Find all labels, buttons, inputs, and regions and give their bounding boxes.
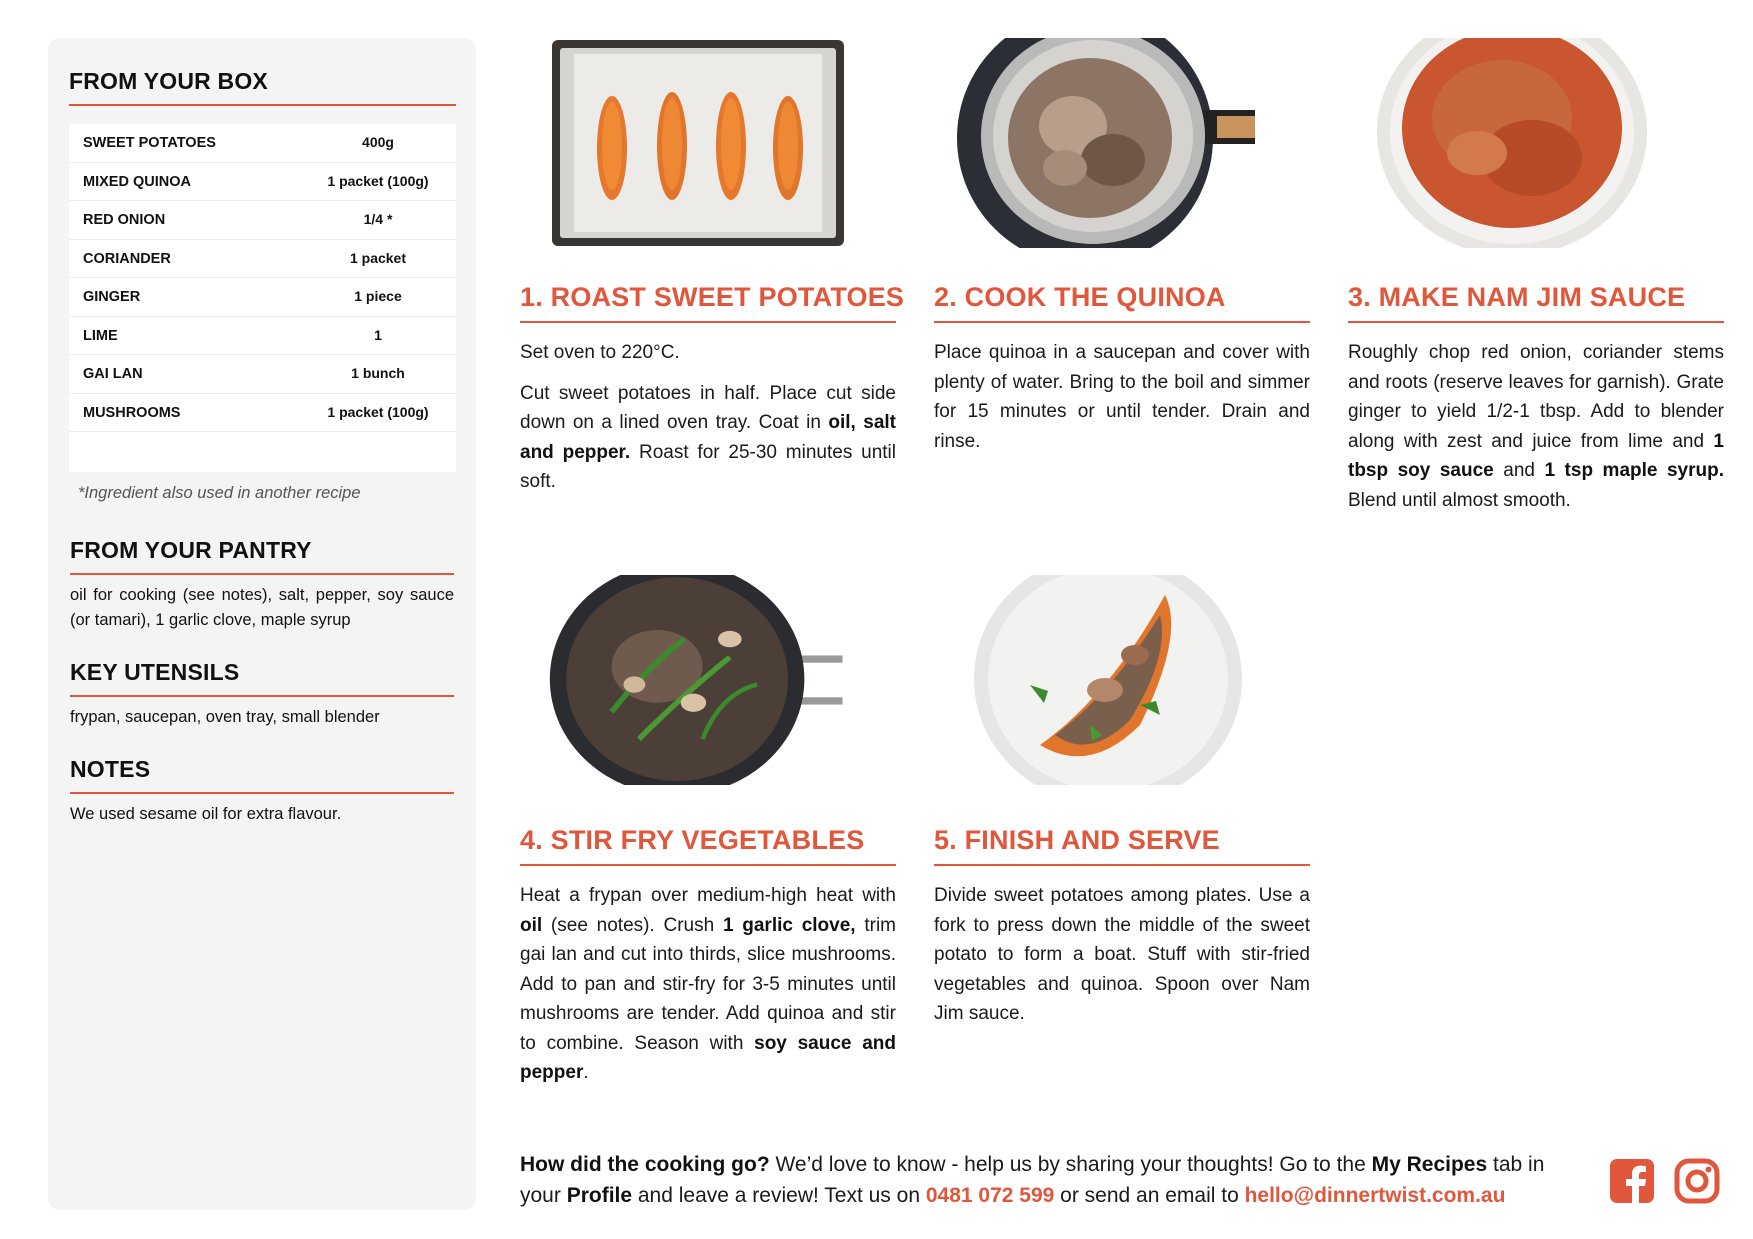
step-5-instructions <box>934 881 1310 1040</box>
step-5-title: 5. FINISH AND SERVE <box>934 825 1220 855</box>
section-divider <box>70 695 454 697</box>
finish-and-serve-photo <box>970 575 1270 785</box>
text-segment: Roughly chop red onion, coriander stems and roots (reserve leaves for garnish). Grate ginger to yield 1/2-1 tbsp. Add to blender along with zest and juice from lime and <box>1348 342 1724 452</box>
ingredient-name: MUSHROOMS <box>83 404 181 421</box>
text-segment: Set oven to 220°C. <box>520 342 680 363</box>
bold-text: soy sauce and pepper <box>520 1032 896 1083</box>
ingredient-quantity: 1 piece <box>354 288 402 304</box>
step-4-title: 4. STIR FRY VEGETABLES <box>520 825 865 855</box>
bold-text: oil <box>520 914 543 936</box>
ingredient-quantity: 1 bunch <box>351 365 405 381</box>
table-row <box>69 355 456 394</box>
text-segment: and <box>1493 460 1545 481</box>
text-segment: Cut sweet potatoes in half. Place cut side down on a lined oven tray. Coat in <box>520 382 896 433</box>
instruction-paragraph <box>520 379 896 497</box>
table-row <box>69 124 456 163</box>
ingredients-table <box>69 124 456 472</box>
instruction-paragraph <box>520 881 896 1088</box>
step-4-instructions <box>520 881 896 1099</box>
nam-jim-sauce-photo <box>1362 38 1662 248</box>
pantry-text: oil for cooking (see notes), salt, pepper, soy sauce (or tamari), 1 garlic clove, maple syrup <box>70 586 454 629</box>
stir-fry-vegetables-photo <box>548 575 848 785</box>
bold-text: oil, salt and pepper. <box>520 412 896 463</box>
section-divider <box>70 792 454 794</box>
text-segment: trim gai lan and cut into thirds, slice mushrooms. Add to pan and stir-fry for 3-5 minutes until mushrooms are tender. Add quinoa and stir to combine. Season with <box>520 914 896 1054</box>
text-segment: Place quinoa in a saucepan and cover with plenty of water. Bring to the boil and simmer for 15 minutes or until tender. Drain and rinse. <box>934 342 1310 452</box>
contact-link[interactable]: hello@dinnertwist.com.au <box>1244 1184 1506 1207</box>
step-1-instructions <box>520 338 896 508</box>
step-3-title: 3. MAKE NAM JIM SAUCE <box>1348 282 1686 312</box>
table-row <box>69 394 456 433</box>
text-segment: Roast for 25-30 minutes until soft. <box>520 441 896 492</box>
instruction-paragraph <box>934 338 1310 456</box>
ingredient-quantity: 1/4 * <box>363 211 393 227</box>
text-segment: . <box>583 1062 589 1083</box>
text-segment: or send an email to <box>1054 1184 1245 1207</box>
step-2-instructions <box>934 338 1310 467</box>
contact-link[interactable]: 0481 072 599 <box>925 1184 1055 1207</box>
text-segment: Heat a frypan over medium-high heat with <box>520 885 896 906</box>
instagram-icon[interactable] <box>1674 1158 1720 1204</box>
text-segment: Divide sweet potatoes among plates. Use a fork to press down the middle of the sweet potato to form a boat. Stuff with stir-fried vegetables and quinoa. Spoon over Nam Jim sauce. <box>934 885 1310 1024</box>
bold-text: 1 garlic clove, <box>722 914 856 936</box>
roast-sweet-potatoes-photo <box>548 38 848 248</box>
bold-text: 1 tbsp soy sauce <box>1348 430 1724 481</box>
ingredient-name: SWEET POTATOES <box>83 135 216 151</box>
step-divider <box>934 321 1310 323</box>
bold-text: My Recipes <box>1371 1153 1488 1176</box>
notes-title: NOTES <box>70 756 151 782</box>
notes-text: We used sesame oil for extra flavour. <box>70 805 342 823</box>
ingredient-name: CORIANDER <box>83 250 171 267</box>
text-segment: (see notes). Crush <box>542 914 723 936</box>
step-2-title: 2. COOK THE QUINOA <box>934 282 1226 312</box>
table-row <box>69 240 456 279</box>
bold-text: How did the cooking go? <box>520 1153 770 1176</box>
ingredient-quantity: 1 packet (100g) <box>327 172 429 189</box>
ingredient-name: GINGER <box>83 289 141 305</box>
utensils-text: frypan, saucepan, oven tray, small blender <box>70 708 380 726</box>
text-segment: Blend until almost smooth. <box>1348 489 1571 511</box>
step-divider <box>520 864 896 866</box>
ingredient-name: GAI LAN <box>83 366 143 382</box>
table-row <box>69 278 456 317</box>
table-row <box>69 201 456 240</box>
instruction-paragraph <box>934 881 1310 1029</box>
table-row <box>69 163 456 202</box>
instruction-paragraph <box>1348 338 1724 515</box>
ingredient-quantity: 1 packet (100g) <box>327 403 429 420</box>
step-divider <box>520 321 896 323</box>
ingredient-name: RED ONION <box>83 212 166 228</box>
text-segment: We’d love to know - help us by sharing your thoughts! Go to the <box>769 1153 1372 1176</box>
cook-quinoa-photo <box>955 38 1255 248</box>
text-segment: tab in your <box>520 1153 1545 1207</box>
table-row <box>69 317 456 356</box>
from-your-box-title: FROM YOUR BOX <box>69 68 268 94</box>
step-1-title: 1. ROAST SWEET POTATOES <box>520 282 905 312</box>
text-segment: and leave a review! Text us on <box>632 1184 926 1207</box>
review-prompt <box>520 1149 1580 1211</box>
ingredient-footnote: *Ingredient also used in another recipe <box>78 484 361 502</box>
ingredient-name: LIME <box>83 327 118 344</box>
step-divider <box>934 864 1310 866</box>
ingredient-quantity: 400g <box>362 134 394 150</box>
bold-text: 1 tsp maple syrup. <box>1544 460 1724 481</box>
ingredient-name: MIXED QUINOA <box>83 173 191 190</box>
section-divider <box>69 104 456 106</box>
from-your-pantry-title: FROM YOUR PANTRY <box>70 537 312 563</box>
ingredient-quantity: 1 <box>374 326 382 343</box>
facebook-icon[interactable] <box>1609 1158 1655 1204</box>
step-divider <box>1348 321 1724 323</box>
bold-text: Profile <box>566 1184 633 1207</box>
ingredient-quantity: 1 packet <box>349 249 407 266</box>
step-3-instructions <box>1348 338 1724 526</box>
section-divider <box>70 573 454 575</box>
instruction-paragraph <box>520 338 896 368</box>
key-utensils-title: KEY UTENSILS <box>70 659 240 685</box>
